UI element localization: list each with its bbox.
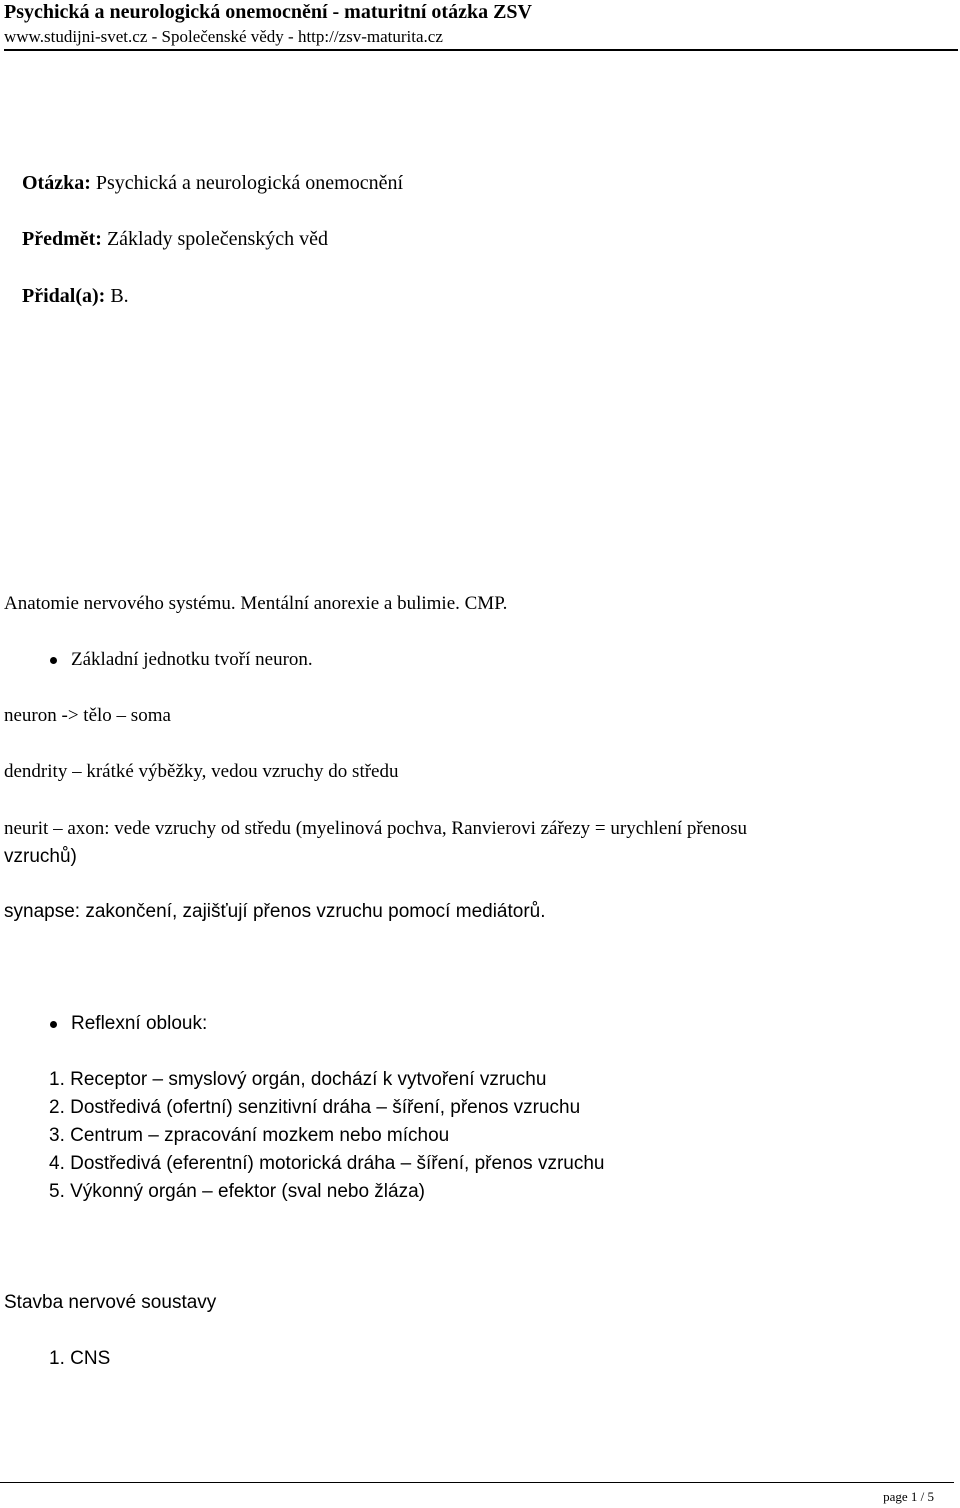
subject-line [22,227,328,251]
subject-label: Předmět: [22,228,102,250]
author-line [22,284,129,308]
author-value: B. [105,285,129,307]
page-footer [0,1482,954,1504]
neuron-line: neuron -> tělo – soma [4,705,171,726]
document-title: Psychická a neurologická onemocnění - maturitní otázka ZSV [4,1,532,23]
dendrity-line: dendrity – krátké výběžky, vedou vzruchy do středu [4,761,399,782]
page-header [4,0,958,47]
bullet-dot [50,657,57,664]
footer-divider [0,1482,954,1483]
neurit-line: neurit – axon: vede vzruchy od středu (myelinová pochva, Ranvierovi zářezy = urychlení přenosu [4,818,748,839]
bullet-dot [50,1021,57,1028]
reflex-item: 4. Dostředivá (eferentní) motorická dráha – šíření, přenos vzruchu [49,1153,605,1174]
synapse-line: synapse: zakončení, zajišťují přenos vzruchu pomocí mediátorů. [4,901,546,922]
question-line [22,171,403,195]
question-value: Psychická a neurologická onemocnění [90,172,404,194]
header-divider [4,49,958,51]
question-label: Otázka: [22,172,91,194]
bullet-item-reflex: Reflexní oblouk: [71,1013,208,1034]
subject-value: Základy společenských věd [101,228,328,250]
cns-item: 1. CNS [49,1348,111,1369]
reflex-item: 2. Dostředivá (ofertní) senzitivní dráha – šíření, přenos vzruchu [49,1097,581,1118]
neurit-line-continued: vzruchů) [4,846,77,867]
section-heading: Stavba nervové soustavy [4,1292,217,1313]
document-source: www.studijni-svet.cz - Společenské vědy - http://zsv-maturita.cz [4,27,443,46]
page-number: page 1 / 5 [883,1489,934,1504]
reflex-item: 3. Centrum – zpracování mozkem nebo míchou [49,1125,450,1146]
reflex-item: 1. Receptor – smyslový orgán, dochází k vytvoření vzruchu [49,1069,547,1090]
intro-paragraph: Anatomie nervového systému. Mentální anorexie a bulimie. CMP. [4,593,508,614]
bullet-item-neuron: Základní jednotku tvoří neuron. [71,649,313,670]
reflex-item: 5. Výkonný orgán – efektor (sval nebo žláza) [49,1181,425,1202]
author-label: Přidal(a): [22,285,106,307]
